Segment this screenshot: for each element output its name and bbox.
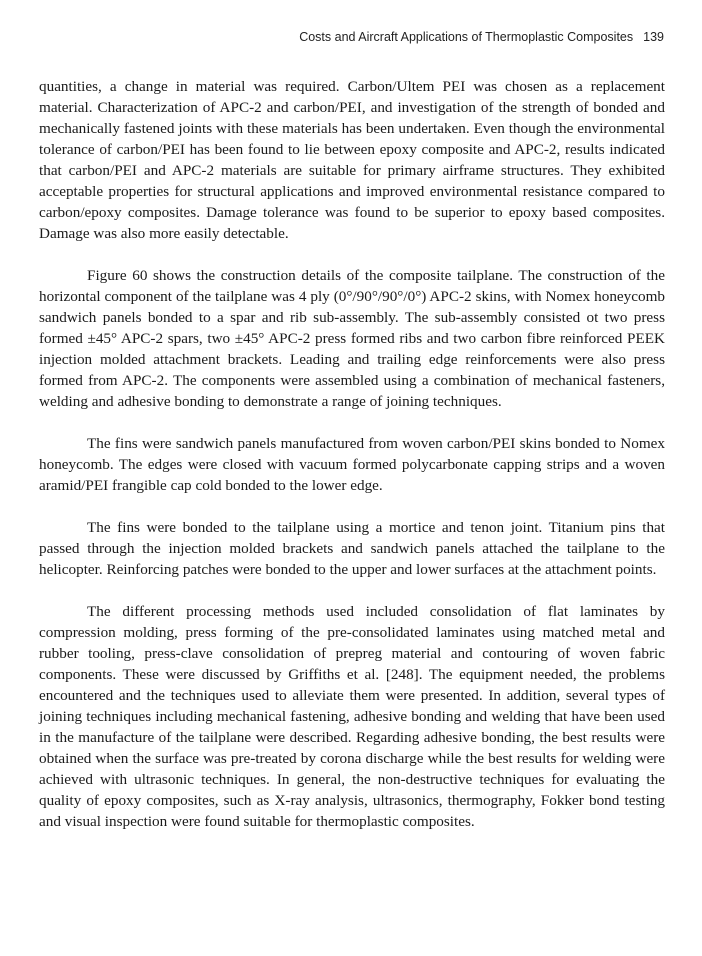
running-header [299, 30, 664, 44]
page-number: 139 [643, 30, 664, 44]
paragraph-processing-methods: The different processing methods used included consolidation of flat laminates by compression molding, press forming of the pre-consolidated laminates using matched metal and rubber tooling, press-clave consolidation of prepreg material and contouring of woven fabric components. These were discussed by Griffiths et al. [248]. The equipment needed, the problems encountered and the techniques used to alleviate them were presented. In addition, several types of joining techniques including mechanical fastening, adhesive bonding and welding that have been used in the manufacture of the tailplane were described. Regarding adhesive bonding, the best results were obtained when the surface was pre-treated by corona discharge while the best results for welding were achieved with ultrasonic techniques. In general, the non-destructive techniques for evaluating the quality of epoxy composites, such as X-ray analysis, ultrasonics, thermography, Fokker bond testing and visual inspection were found suitable for thermoplastic composites. [39, 603, 665, 830]
running-title: Costs and Aircraft Applications of Thermoplastic Composites [299, 30, 634, 44]
body-text [39, 76, 665, 853]
paragraph-fins-sandwich: The fins were sandwich panels manufactured from woven carbon/PEI skins bonded to Nomex honeycomb. The edges were closed with vacuum formed polycarbonate capping strips and a woven aramid/PEI frangible cap cold bonded to the lower edge. [39, 435, 665, 494]
paragraph-fins-bonding: The fins were bonded to the tailplane using a mortice and tenon joint. Titanium pins that passed through the injection molded brackets and sandwich panels attached the tailplane to the helicopter. Reinforcing patches were bonded to the upper and lower surfaces at the attachment points. [39, 519, 665, 578]
paragraph-continued: quantities, a change in material was required. Carbon/Ultem PEI was chosen as a replacement material. Characterization of APC-2 and carbon/PEI, and investigation of the strength of bonded and mechanically fastened joints with these materials has been undertaken. Even though the environmental tolerance of carbon/PEI has been found to lie between epoxy composite and APC-2, results indicated that carbon/PEI and APC-2 materials are suitable for primary airframe structures. They exhibited acceptable properties for structural applications and improved environmental resistance compared to carbon/epoxy composites. Damage tolerance was found to be superior to epoxy based composites. Damage was also more easily detectable. [39, 78, 665, 242]
paragraph-tailplane-construction: Figure 60 shows the construction details of the composite tailplane. The construction of the horizontal component of the tailplane was 4 ply (0°/90°/90°/0°) APC-2 skins, with Nomex honeycomb sandwich panels bonded to a spar and rib sub-assembly. The sub-assembly consisted ot two press formed ±45° APC-2 spars, two ±45° APC-2 press formed ribs and two carbon fibre reinforced PEEK injection molded attachment brackets. Leading and trailing edge reinforcements were also press formed from APC-2. The components were assembled using a combination of mechanical fasteners, welding and adhesive bonding to demonstrate a range of joining techniques. [39, 267, 665, 410]
